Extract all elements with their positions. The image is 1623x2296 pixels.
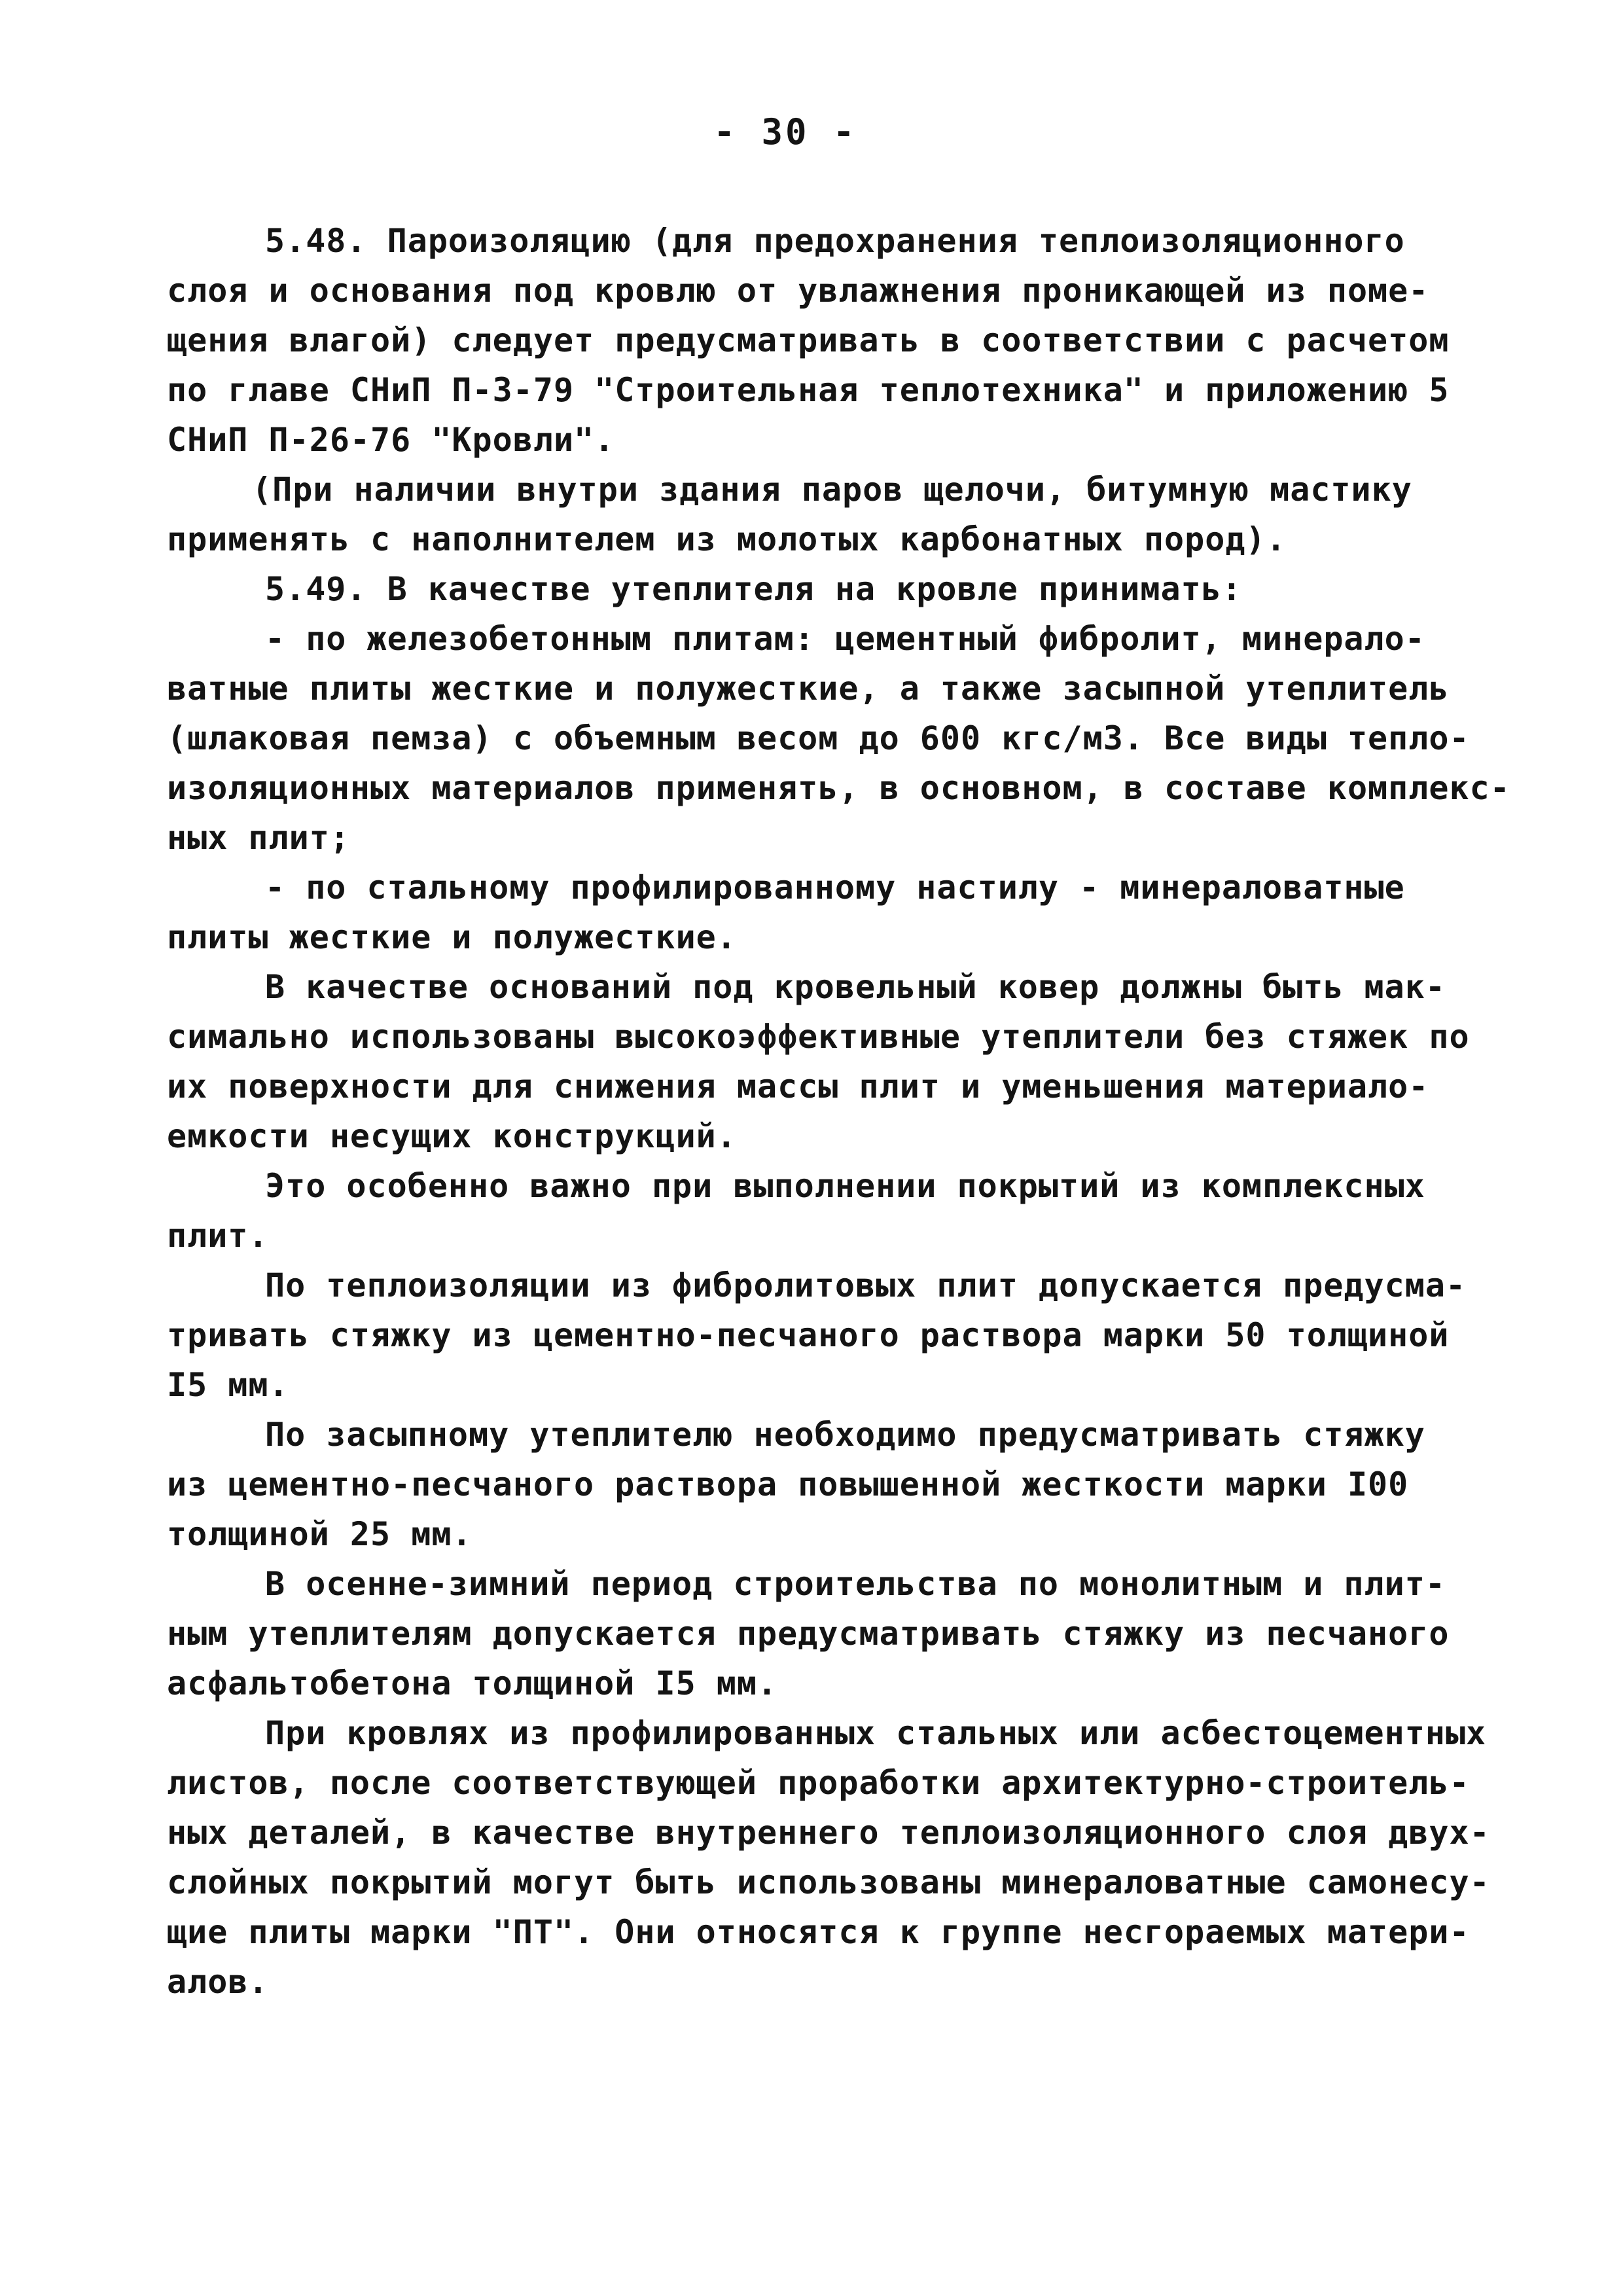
text-line: СНиП П-26-76 "Кровли". bbox=[167, 421, 615, 459]
text-line: симально использованы высокоэффективные утеплители без стяжек по bbox=[167, 1018, 1470, 1056]
text-line: При кровлях из профилированных стальных или асбестоцементных bbox=[265, 1714, 1487, 1752]
text-line: По теплоизоляции из фибролитовых плит допускается предусма- bbox=[265, 1266, 1467, 1304]
text-line: В осенне-зимний период строительства по монолитным и плит- bbox=[265, 1565, 1446, 1603]
text-line: алов. bbox=[167, 1963, 269, 2001]
text-line: тривать стяжку из цементно-песчаного раствора марки 50 толщиной bbox=[167, 1316, 1450, 1354]
text-line: применять с наполнителем из молотых карбонатных пород). bbox=[167, 520, 1287, 558]
text-line: ватные плиты жесткие и полужесткие, а также засыпной утеплитель bbox=[167, 670, 1450, 708]
text-line: изоляционных материалов применять, в основном, в составе комплекс- bbox=[167, 769, 1510, 807]
text-line: их поверхности для снижения массы плит и уменьшения материало- bbox=[167, 1067, 1429, 1105]
text-line: Это особенно важно при выполнении покрытий из комплексных bbox=[265, 1167, 1425, 1205]
text-line: В качестве оснований под кровельный ковер должны быть мак- bbox=[265, 968, 1446, 1006]
text-line: асфальтобетона толщиной I5 мм. bbox=[167, 1664, 778, 1702]
text-line: ных плит; bbox=[167, 819, 350, 857]
text-line: щие плиты марки "ПТ". Они относятся к группе несгораемых матери- bbox=[167, 1913, 1470, 1951]
text-line: 5.48. Пароизоляцию (для предохранения теплоизоляционного bbox=[265, 222, 1405, 260]
text-line: (шлаковая пемза) с объемным весом до 600 кгс/м3. Все виды тепло- bbox=[167, 719, 1470, 757]
text-line: по главе СНиП П-3-79 "Строительная теплотехника" и приложению 5 bbox=[167, 371, 1450, 409]
text-line: щения влагой) следует предусматривать в соответствии с расчетом bbox=[167, 321, 1450, 359]
text-line: 5.49. В качестве утеплителя на кровле принимать: bbox=[265, 570, 1242, 608]
text-line: слоя и основания под кровлю от увлажнения проникающей из поме- bbox=[167, 272, 1429, 310]
text-line: - по железобетонным плитам: цементный фибролит, минерало- bbox=[265, 620, 1425, 658]
text-line: плит. bbox=[167, 1217, 269, 1255]
body-text bbox=[167, 216, 1510, 2007]
text-line: По засыпному утеплителю необходимо предусматривать стяжку bbox=[265, 1416, 1425, 1454]
text-line: из цементно-песчаного раствора повышенной жесткости марки I00 bbox=[167, 1465, 1409, 1503]
text-line: слойных покрытий могут быть использованы минераловатные самонесу- bbox=[167, 1863, 1490, 1901]
text-line: (При наличии внутри здания паров щелочи, битумную мастику bbox=[252, 471, 1412, 509]
text-line: ных деталей, в качестве внутреннего теплоизоляционного слоя двух- bbox=[167, 1814, 1490, 1852]
text-line: емкости несущих конструкций. bbox=[167, 1117, 737, 1155]
text-line: I5 мм. bbox=[167, 1366, 289, 1404]
text-line: толщиной 25 мм. bbox=[167, 1515, 473, 1553]
text-line: - по стальному профилированному настилу - минераловатные bbox=[265, 869, 1405, 906]
text-line: листов, после соответствующей проработки архитектурно-строитель- bbox=[167, 1764, 1470, 1802]
text-line: плиты жесткие и полужесткие. bbox=[167, 918, 737, 956]
text-line: ным утеплителям допускается предусматривать стяжку из песчаного bbox=[167, 1615, 1450, 1653]
page-number: - 30 - bbox=[713, 111, 857, 152]
